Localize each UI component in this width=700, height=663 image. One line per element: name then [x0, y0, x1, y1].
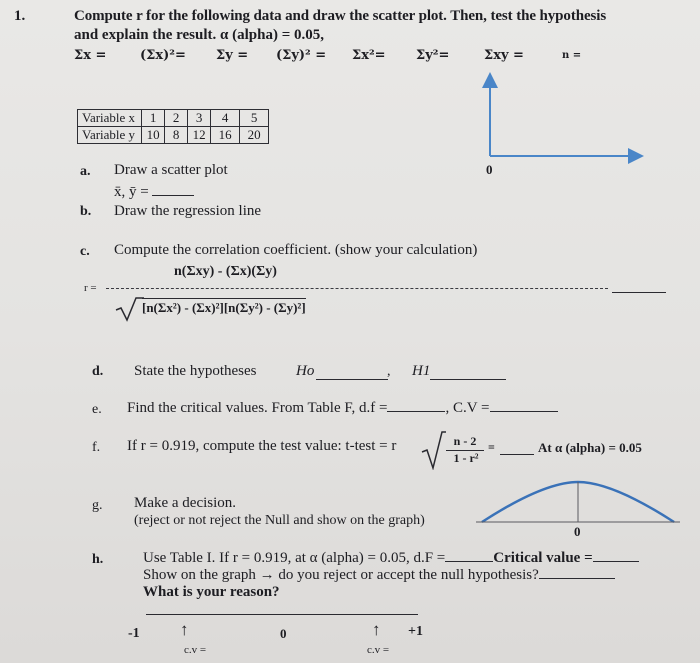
x-cell: 1 — [142, 110, 165, 127]
r-answer-blank[interactable] — [612, 292, 666, 293]
part-f-text: If r = 0.919, compute the test value: t-test = r — [127, 438, 397, 454]
sum-y2: Σy²= — [416, 48, 450, 63]
part-g-line2: (reject or not reject the Null and show on the graph) — [134, 513, 425, 528]
axes-origin-label: 0 — [486, 162, 493, 177]
question-title-line1: Compute r for the following data and draw the scatter plot. Then, test the hypothesis — [74, 8, 607, 24]
df-h-answer-blank[interactable] — [445, 561, 493, 562]
part-c-text: Compute the correlation coefficient. (show your calculation) — [114, 242, 478, 258]
arrow-up-right-icon: ↑ — [372, 620, 381, 639]
means-label: x̄, ȳ = — [114, 184, 149, 200]
question-number: 1. — [14, 8, 26, 24]
part-e-letter: e. — [92, 402, 102, 417]
part-h-letter: h. — [92, 552, 104, 567]
sum-x2: Σx²= — [352, 48, 386, 63]
r-numerator: n(Σxy) - (Σx)(Σy) — [174, 264, 277, 279]
part-h-question: Show on the graph → do you reject or accept the null hypothesis? — [143, 567, 539, 583]
fraction-bar — [106, 288, 608, 289]
part-e-label: Find the critical values. From Table F, d.f = — [127, 400, 388, 416]
table-row — [78, 127, 269, 144]
part-a-text: Draw a scatter plot — [114, 162, 228, 178]
sum-y: Σy = — [216, 48, 249, 63]
critical-value-label: Critical value = — [493, 550, 593, 566]
x-cell: 2 — [165, 110, 188, 127]
t-answer-blank[interactable] — [500, 454, 534, 455]
part-f-letter: f. — [92, 440, 101, 455]
part-h-line3: What is your reason? — [143, 584, 280, 600]
cv-left-label: c.v = — [184, 644, 207, 656]
number-line-left: -1 — [128, 626, 140, 641]
part-h-label: Use Table I. If r = 0.919, at α (alpha) = 0.05, d.F = — [143, 550, 446, 566]
number-line-mid: 0 — [280, 626, 287, 641]
part-c-letter: c. — [80, 244, 90, 259]
part-d-text: State the hypotheses — [134, 363, 257, 379]
sum-x-squared: (Σx)²= — [140, 48, 186, 63]
part-g-line1: Make a decision. — [134, 495, 237, 511]
cv-answer-blank[interactable] — [490, 411, 558, 412]
part-h-line2 — [143, 567, 615, 584]
n-count: n = — [562, 50, 582, 61]
h1-answer-blank[interactable] — [430, 379, 506, 380]
sum-xy: Σxy = — [484, 48, 524, 63]
bell-curve — [476, 470, 680, 530]
part-b-letter: b. — [80, 204, 92, 219]
alpha-note: At α (alpha) = 0.05 — [538, 440, 642, 455]
h0-answer-blank[interactable] — [316, 379, 388, 380]
arrow-up-left-icon: ↑ — [180, 620, 189, 639]
decision-answer-blank[interactable] — [539, 578, 615, 579]
scatter-axes — [470, 68, 650, 178]
means-answer-blank[interactable] — [152, 195, 194, 196]
y-cell: 20 — [240, 127, 269, 144]
sum-y-squared: (Σy)² = — [276, 48, 327, 63]
part-e-text — [127, 400, 558, 417]
question-title-line2: and explain the result. α (alpha) = 0.05, — [74, 27, 325, 43]
x-cell: 5 — [240, 110, 269, 127]
part-a-letter: a. — [80, 164, 91, 179]
t-frac-denominator: 1 - r² — [453, 451, 479, 465]
t-frac-numerator: n - 2 — [453, 434, 477, 448]
part-h-line1 — [143, 550, 639, 567]
curve-zero-label: 0 — [574, 524, 581, 539]
critical-value-blank[interactable] — [593, 561, 639, 562]
part-g-letter: g. — [92, 498, 103, 513]
x-cell: 4 — [211, 110, 240, 127]
r-denominator: [n(Σx²) - (Σx)²][n(Σy²) - (Σy)²] — [142, 300, 306, 315]
x-cell: 3 — [188, 110, 211, 127]
comma-separator: , — [387, 364, 391, 379]
sqrt-sign — [114, 296, 144, 322]
cv-label: , C.V = — [445, 400, 490, 416]
h1-label: H1 — [412, 363, 431, 379]
h0-label: Ho — [296, 363, 315, 379]
row-label-x: Variable x — [78, 110, 142, 127]
y-cell: 8 — [165, 127, 188, 144]
r-label: r = — [84, 282, 97, 294]
number-line-right: +1 — [408, 624, 423, 639]
part-d-letter: d. — [92, 364, 104, 379]
number-line — [146, 614, 418, 615]
variable-table — [77, 109, 269, 144]
sum-x: Σx = — [74, 48, 107, 63]
y-cell: 10 — [142, 127, 165, 144]
row-label-y: Variable y — [78, 127, 142, 144]
part-b-text: Draw the regression line — [114, 203, 262, 219]
y-cell: 16 — [211, 127, 240, 144]
part-a-means — [114, 184, 194, 201]
table-row — [78, 110, 269, 127]
cv-right-label: c.v = — [367, 644, 390, 656]
t-equals: = — [488, 440, 495, 454]
sqrt-sign-f — [420, 430, 446, 470]
y-cell: 12 — [188, 127, 211, 144]
df-answer-blank[interactable] — [387, 411, 445, 412]
